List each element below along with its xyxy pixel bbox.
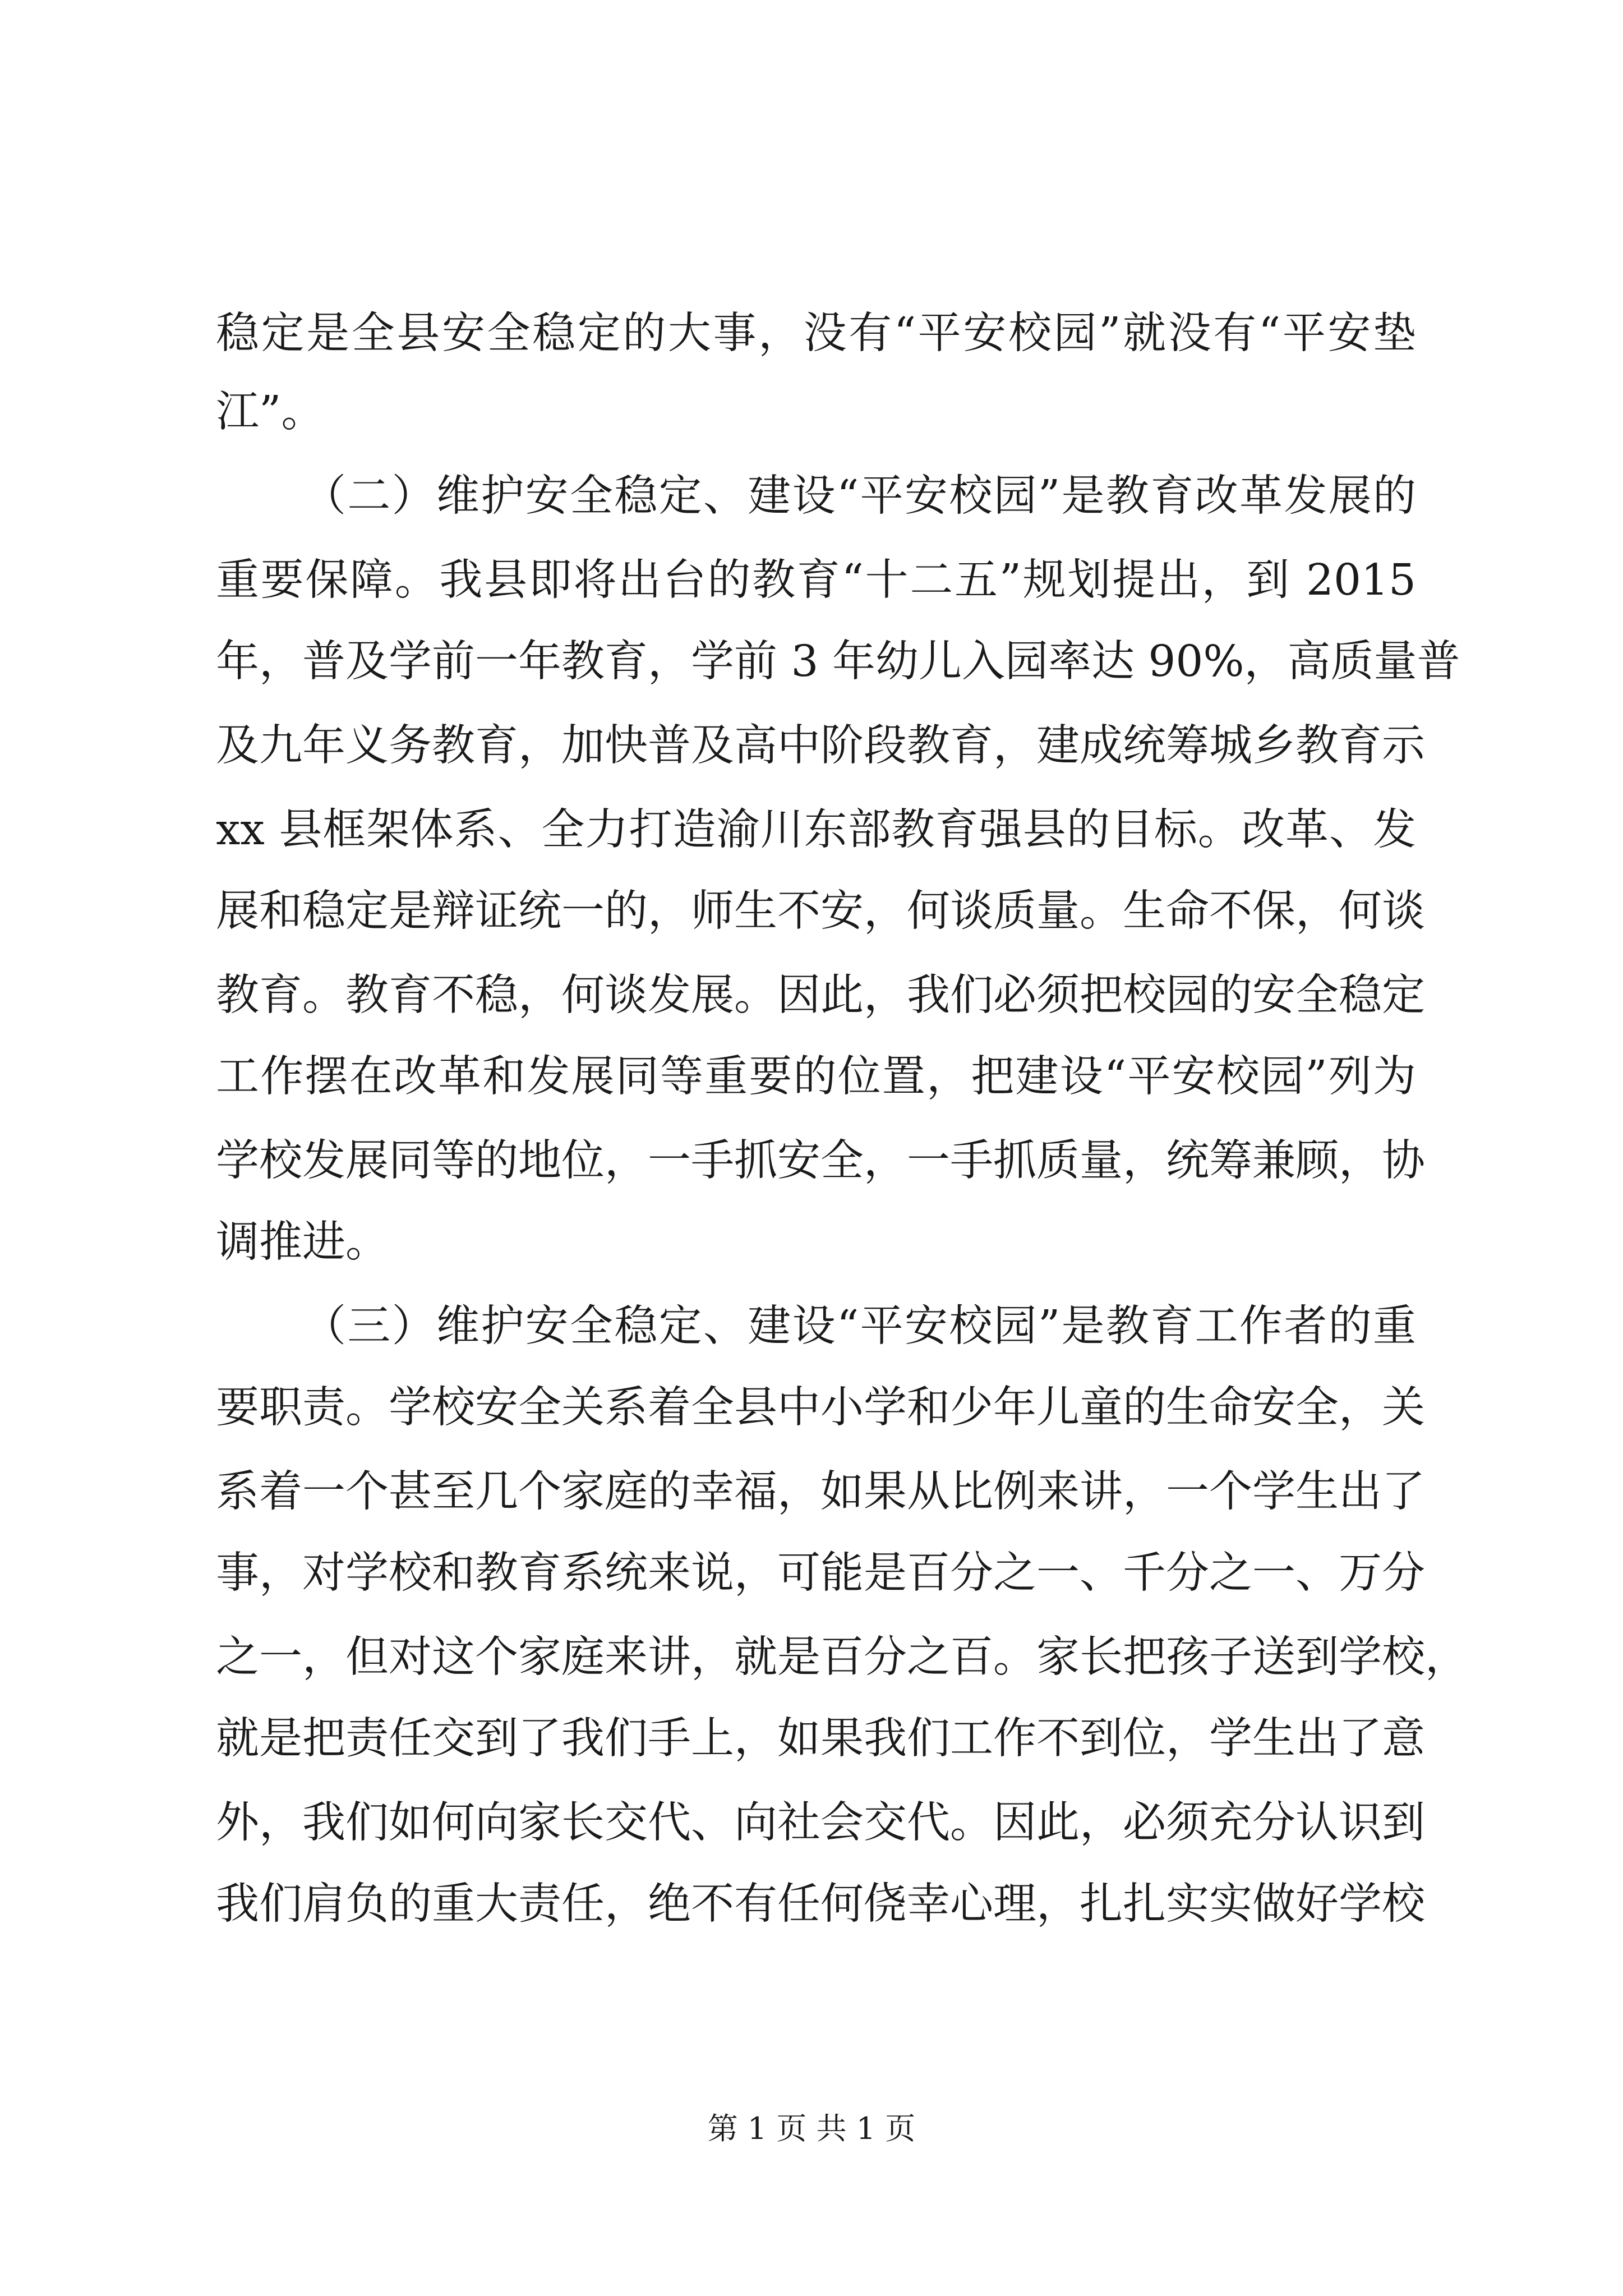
- text-line: 学校发展同等的地位，一手抓安全，一手抓质量，统筹兼顾，协: [216, 1136, 1425, 1186]
- text-line: 事，对学校和教育系统来说，可能是百分之一、千分之一、万分: [216, 1548, 1425, 1598]
- text-line: 及九年义务教育，加快普及高中阶段教育，建成统筹城乡教育示: [216, 721, 1425, 771]
- text-line: 之一，但对这个家庭来讲，就是百分之百。家长把孩子送到学校，: [216, 1632, 1468, 1682]
- paragraph-start-line: （二）维护安全稳定、建设“平安校园”是教育改革发展的: [303, 471, 1416, 521]
- text-line: 我们肩负的重大责任，绝不有任何侥幸心理，扎扎实实做好学校: [216, 1879, 1425, 1929]
- text-line: xx 县框架体系、全力打造渝川东部教育强县的目标。改革、发: [216, 805, 1416, 855]
- text-line: 外，我们如何向家长交代、向社会交代。因此，必须充分认识到: [216, 1798, 1425, 1848]
- text-line: 教育。教育不稳，何谈发展。因此，我们必须把校园的安全稳定: [216, 970, 1425, 1020]
- text-line: 工作摆在改革和发展同等重要的位置，把建设“平安校园”列为: [216, 1052, 1416, 1102]
- text-line: 稳定是全县安全稳定的大事，没有“平安校园”就没有“平安垫: [216, 309, 1416, 358]
- text-line: 要职责。学校安全关系着全县中小学和少年儿童的生命安全，关: [216, 1383, 1425, 1433]
- text-line: 调推进。: [216, 1217, 389, 1267]
- text-line: 就是把责任交到了我们手上，如果我们工作不到位，学生出了意: [216, 1714, 1425, 1764]
- text-line: 重要保障。我县即将出台的教育“十二五”规划提出，到 2015: [216, 555, 1416, 605]
- paragraph-start-line: （三）维护安全稳定、建设“平安校园”是教育工作者的重: [303, 1301, 1416, 1351]
- page-footer: [0, 2109, 1623, 2148]
- text-line: 系着一个甚至几个家庭的幸福，如果从比例来讲，一个学生出了: [216, 1467, 1425, 1517]
- text-line: 年，普及学前一年教育，学前 3 年幼儿入园率达 90%，高质量普: [216, 637, 1460, 687]
- page-number-label: 第 1 页 共 1 页: [707, 2111, 916, 2146]
- text-line: 展和稳定是辩证统一的，师生不安，何谈质量。生命不保，何谈: [216, 886, 1425, 936]
- text-line: 江”。: [216, 387, 325, 437]
